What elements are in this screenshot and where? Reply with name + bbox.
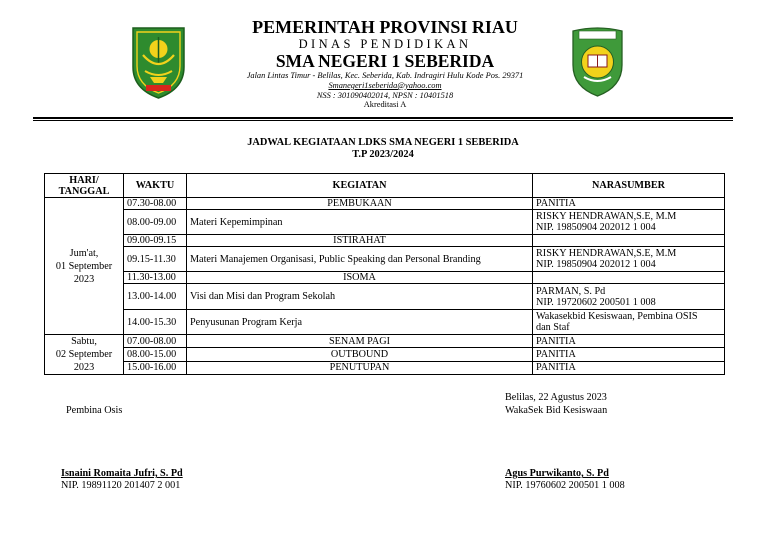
speaker-line: PARMAN, S. Pd bbox=[536, 285, 606, 297]
table-row bbox=[45, 361, 725, 374]
speaker-cell bbox=[533, 284, 725, 310]
table-row bbox=[45, 310, 725, 335]
signature-left-nip: NIP. 19891120 201407 2 001 bbox=[61, 480, 181, 491]
speaker-cell bbox=[533, 348, 725, 361]
speaker-line: RISKY HENDRAWAN,S.E, M.M bbox=[536, 211, 677, 222]
time-cell: 08.00-15.00 bbox=[124, 348, 187, 361]
time-cell: 11.30-13.00 bbox=[124, 272, 187, 284]
header-speaker: NARASUMBER bbox=[533, 174, 725, 198]
accreditation: Akreditasi A bbox=[363, 100, 407, 110]
document-title: JADWAL KEGIATAAN LDKS SMA NEGERI 1 SEBERIDA bbox=[247, 137, 519, 148]
speaker-cell bbox=[533, 272, 725, 284]
activity-cell: ISOMA bbox=[187, 272, 533, 284]
signature-left-name: Isnaini Romaita Jufri, S. Pd bbox=[61, 468, 183, 479]
day-line: 02 September bbox=[55, 349, 113, 360]
header-day-line2: TANGGAL bbox=[58, 185, 110, 197]
header-day bbox=[45, 174, 124, 198]
speaker-line: Wakasekbid Kesiswaan, Pembina OSIS bbox=[536, 311, 698, 322]
speaker-line: dan Staf bbox=[536, 322, 570, 333]
speaker-cell bbox=[533, 361, 725, 374]
activity-cell: ISTIRAHAT bbox=[187, 235, 533, 247]
time-cell: 15.00-16.00 bbox=[124, 361, 187, 374]
school-address: Jalan Lintas Timur - Belilas, Kec. Seberida, Kab. Indragiri Hulu Kode Pos. 29371 bbox=[246, 71, 524, 80]
speaker-line: PANITIA bbox=[536, 362, 576, 374]
table-row bbox=[45, 247, 725, 272]
speaker-line: PANITIA bbox=[536, 348, 576, 360]
day-line: Sabtu, bbox=[71, 336, 97, 347]
speaker-line: NIP. 19850904 202012 1 004 bbox=[536, 259, 656, 270]
document-period: T.P 2023/2024 bbox=[352, 149, 414, 160]
day-line: 01 September bbox=[55, 260, 113, 272]
speaker-cell bbox=[533, 247, 725, 272]
speaker-cell bbox=[533, 198, 725, 210]
header-time: WAKTU bbox=[124, 174, 187, 198]
school-ids: NSS : 301090402014, NPSN : 10401518 bbox=[316, 90, 454, 100]
speaker-cell bbox=[533, 335, 725, 348]
activity-cell: Visi dan Misi dan Program Sekolah bbox=[187, 284, 533, 310]
time-cell: 13.00-14.00 bbox=[124, 284, 187, 310]
activity-cell: SENAM PAGI bbox=[187, 335, 533, 348]
table-row bbox=[45, 198, 725, 210]
day-cell bbox=[45, 198, 124, 335]
signature-left-role: Pembina Osis bbox=[66, 405, 123, 416]
day-line: 2023 bbox=[73, 273, 95, 285]
document-title-block bbox=[100, 137, 666, 161]
table-header-row bbox=[45, 174, 725, 198]
speaker-line: PANITIA bbox=[536, 198, 576, 209]
letterhead-rule-thin bbox=[33, 120, 733, 121]
schedule-table bbox=[44, 173, 725, 375]
time-cell: 09.00-09.15 bbox=[124, 235, 187, 247]
speaker-cell bbox=[533, 310, 725, 335]
signature-right-name: Agus Purwikanto, S. Pd bbox=[505, 468, 609, 479]
activity-cell: Penyusunan Program Kerja bbox=[187, 310, 533, 335]
time-cell: 07.00-08.00 bbox=[124, 335, 187, 348]
school-name: SMA NEGERI 1 SEBERIDA bbox=[275, 51, 495, 71]
activity-cell: Materi Kepemimpinan bbox=[187, 210, 533, 235]
speaker-cell bbox=[533, 235, 725, 247]
table-row bbox=[45, 210, 725, 235]
speaker-line: PANITIA bbox=[536, 335, 576, 347]
table-row bbox=[45, 272, 725, 284]
speaker-cell bbox=[533, 210, 725, 235]
table-row bbox=[45, 235, 725, 247]
signature-right-role: WakaSek Bid Kesiswaan bbox=[505, 405, 608, 416]
day-cell bbox=[45, 335, 124, 375]
activity-cell: PEMBUKAAN bbox=[187, 198, 533, 210]
activity-cell: OUTBOUND bbox=[187, 348, 533, 361]
letterhead-rule-thick bbox=[33, 117, 733, 119]
time-cell: 07.30-08.00 bbox=[124, 198, 187, 210]
signature-place-date: Belilas, 22 Agustus 2023 bbox=[505, 392, 607, 403]
table-row bbox=[45, 335, 725, 348]
department-name: DINAS PENDIDIKAN bbox=[298, 37, 472, 51]
header-day-line1: HARI/ bbox=[69, 174, 99, 186]
header-activity: KEGIATAN bbox=[187, 174, 533, 198]
time-cell: 08.00-09.00 bbox=[124, 210, 187, 235]
government-name: PEMERINTAH PROVINSI RIAU bbox=[252, 17, 518, 37]
time-cell: 14.00-15.30 bbox=[124, 310, 187, 335]
time-cell: 09.15-11.30 bbox=[124, 247, 187, 272]
signature-right-nip: NIP. 19760602 200501 1 008 bbox=[505, 480, 625, 491]
speaker-line: RISKY HENDRAWAN,S.E, M.M bbox=[536, 248, 677, 259]
table-row bbox=[45, 348, 725, 361]
activity-cell: PENUTUPAN bbox=[187, 361, 533, 374]
speaker-line: NIP. 19720602 200501 1 008 bbox=[536, 296, 656, 308]
school-email: Smanegeri1seberida@yahoo.com bbox=[328, 80, 442, 90]
letterhead-details bbox=[170, 71, 600, 110]
speaker-line: NIP. 19850904 202012 1 004 bbox=[536, 222, 656, 233]
activity-cell: Materi Manajemen Organisasi, Public Speaking dan Personal Branding bbox=[187, 247, 533, 272]
table-row bbox=[45, 284, 725, 310]
day-line: 2023 bbox=[73, 362, 95, 373]
day-line: Jum'at, bbox=[69, 247, 99, 259]
